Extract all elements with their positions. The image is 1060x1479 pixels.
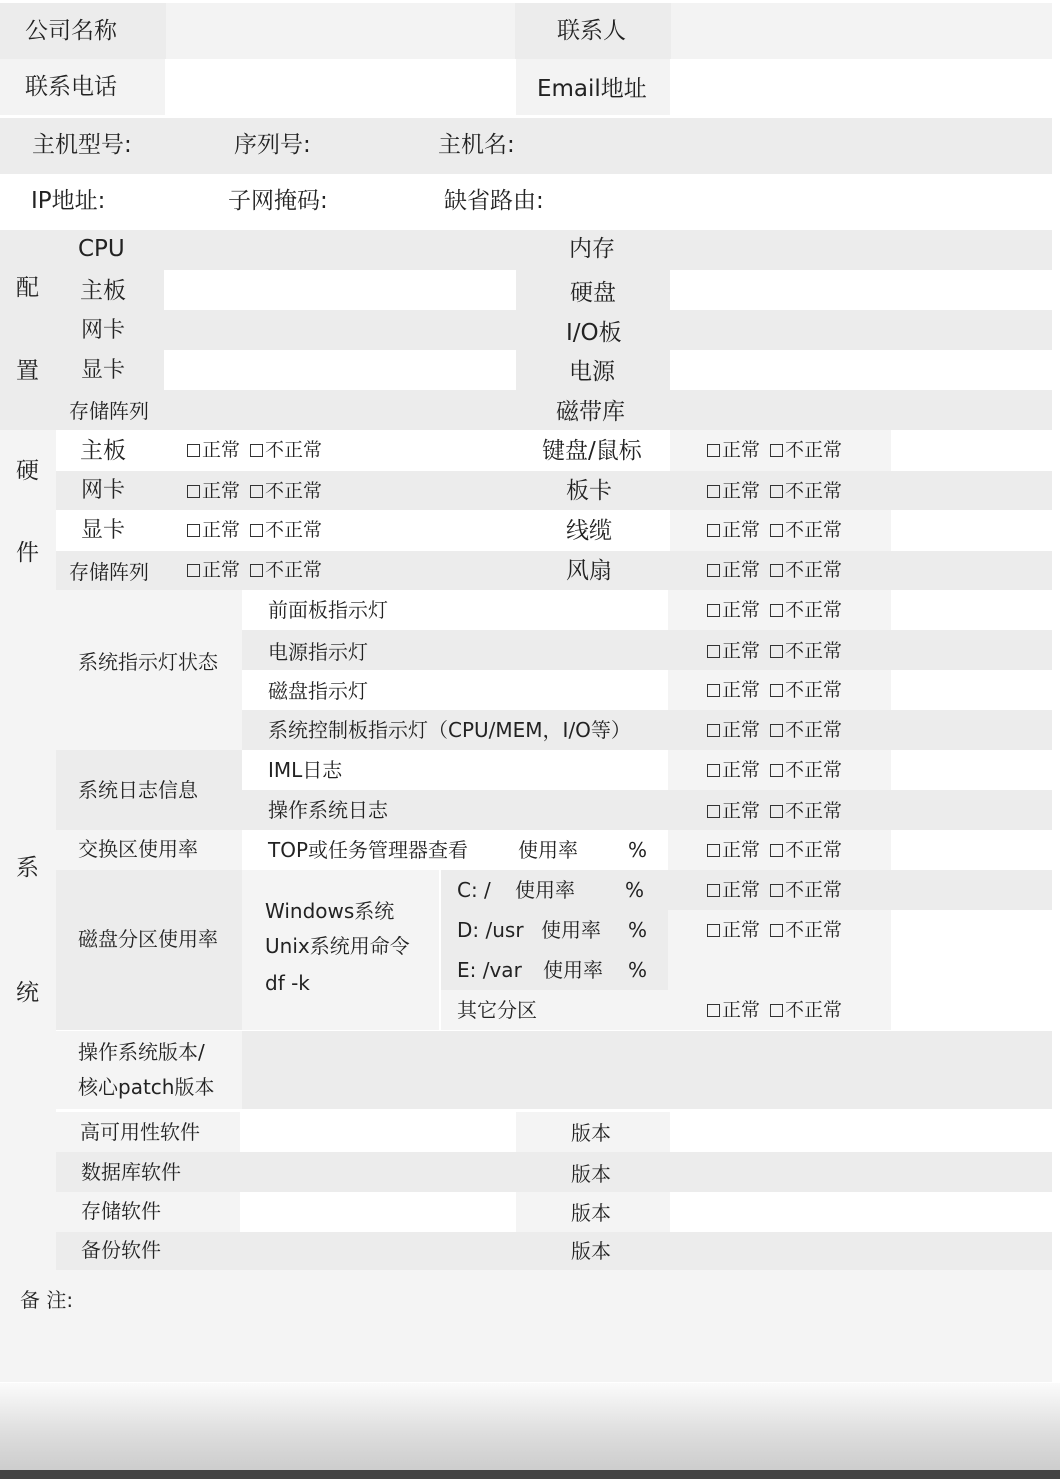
normal-label: 正常: [722, 480, 761, 502]
status-option-pair[interactable]: [707, 521, 842, 540]
host-row-1-bg: [0, 118, 1052, 174]
config-power-label: 电源: [569, 359, 615, 385]
other-partition-label: 其它分区: [457, 998, 537, 1022]
disk-cmd-line: Windows系统: [265, 899, 395, 923]
abnormal-label: 不正常: [265, 559, 323, 581]
checkbox-abnormal[interactable]: [770, 485, 783, 498]
checkbox-abnormal[interactable]: [770, 684, 783, 697]
config-cpu-label: CPU: [78, 236, 125, 262]
abnormal-label: 不正常: [785, 879, 843, 901]
disk-cmd-line: Unix系统用命令: [265, 934, 410, 958]
version-label: 版本: [571, 1201, 611, 1225]
version-label: 版本: [571, 1121, 611, 1145]
abnormal-label: 不正常: [265, 439, 323, 461]
host-model-label: 主机型号:: [32, 132, 132, 158]
checkbox-abnormal[interactable]: [770, 645, 783, 658]
status-option-pair[interactable]: [707, 721, 842, 740]
hw-right-item: 键盘/鼠标: [542, 438, 642, 464]
abnormal-label: 不正常: [785, 519, 843, 541]
checkbox-normal[interactable]: [707, 805, 720, 818]
software-label: 数据库软件: [81, 1160, 181, 1184]
config-io-board-label: I/O板: [566, 320, 622, 346]
log-item: 操作系统日志: [268, 798, 388, 822]
normal-label: 正常: [202, 439, 241, 461]
hw-left-item: 主板: [80, 438, 126, 464]
abnormal-label: 不正常: [785, 999, 843, 1021]
checkbox-abnormal[interactable]: [770, 524, 783, 537]
phone-label: 联系电话: [25, 74, 117, 100]
abnormal-label: 不正常: [785, 919, 843, 941]
status-option-pair[interactable]: [707, 441, 842, 460]
subnet-mask-label: 子网掩码:: [228, 188, 328, 214]
abnormal-label: 不正常: [265, 480, 323, 502]
normal-label: 正常: [722, 439, 761, 461]
normal-label: 正常: [202, 559, 241, 581]
ip-address-label: IP地址:: [31, 188, 106, 214]
status-option-pair[interactable]: [707, 802, 842, 821]
os-version-label-line-2: 核心patch版本: [78, 1075, 215, 1099]
status-option-pair[interactable]: [707, 482, 842, 501]
checkbox-normal[interactable]: [187, 485, 200, 498]
indicator-item: 磁盘指示灯: [268, 679, 368, 703]
config-harddisk-label: 硬盘: [570, 280, 616, 306]
checkbox-normal[interactable]: [707, 764, 720, 777]
checkbox-abnormal[interactable]: [770, 604, 783, 617]
checkbox-abnormal[interactable]: [770, 564, 783, 577]
abnormal-label: 不正常: [785, 599, 843, 621]
partition-usage-label: 使用率: [541, 918, 601, 942]
abnormal-label: 不正常: [785, 559, 843, 581]
remarks-label: 备 注:: [20, 1288, 74, 1312]
hw-left-item: 网卡: [81, 478, 126, 503]
partition-name: E: /var: [457, 958, 522, 982]
sys-section-char-2: 统: [16, 980, 39, 1006]
abnormal-label: 不正常: [785, 759, 843, 781]
config-storage-array-label: 存储阵列: [69, 399, 149, 423]
normal-label: 正常: [202, 519, 241, 541]
status-option-pair[interactable]: [707, 1001, 842, 1020]
company-label: 公司名称: [25, 18, 117, 44]
checkbox-normal[interactable]: [707, 1004, 720, 1017]
checkbox-normal[interactable]: [707, 485, 720, 498]
checkbox-normal[interactable]: [187, 524, 200, 537]
abnormal-label: 不正常: [785, 839, 843, 861]
status-option-pair[interactable]: [187, 561, 322, 580]
normal-label: 正常: [722, 999, 761, 1021]
checkbox-normal[interactable]: [707, 645, 720, 658]
abnormal-label: 不正常: [785, 800, 843, 822]
company-value-field[interactable]: [166, 3, 515, 59]
checkbox-abnormal[interactable]: [770, 924, 783, 937]
indicator-group-label: 系统指示灯状态: [78, 650, 218, 674]
contact-person-value-field[interactable]: [671, 3, 1052, 59]
log-group-label: 系统日志信息: [78, 778, 198, 802]
status-option-pair[interactable]: [707, 601, 842, 620]
status-option-pair[interactable]: [707, 841, 842, 860]
swap-label: 交换区使用率: [78, 837, 198, 861]
checkbox-abnormal[interactable]: [250, 564, 263, 577]
status-option-pair[interactable]: [707, 761, 842, 780]
serial-number-label: 序列号:: [234, 132, 311, 158]
software-name-field[interactable]: [240, 1152, 516, 1192]
status-option-pair[interactable]: [707, 561, 842, 580]
phone-value-field[interactable]: [166, 59, 515, 115]
status-option-pair[interactable]: [707, 681, 842, 700]
status-option-pair[interactable]: [187, 482, 322, 501]
checkbox-abnormal[interactable]: [250, 524, 263, 537]
status-option-pair[interactable]: [707, 881, 842, 900]
config-memory-label: 内存: [569, 236, 615, 262]
version-label: 版本: [571, 1162, 611, 1186]
contact-person-label: 联系人: [557, 18, 626, 44]
sys-section-char-1: 系: [16, 855, 39, 881]
hw-left-item: 存储阵列: [69, 560, 149, 584]
checkbox-normal[interactable]: [707, 604, 720, 617]
swap-usage-label: 使用率: [518, 838, 578, 862]
abnormal-label: 不正常: [785, 480, 843, 502]
normal-label: 正常: [722, 919, 761, 941]
software-label: 存储软件: [81, 1199, 161, 1223]
software-name-field[interactable]: [240, 1192, 516, 1232]
sys-section-bg: [0, 590, 56, 1270]
partition-percent: %: [628, 918, 648, 942]
normal-label: 正常: [722, 800, 761, 822]
normal-label: 正常: [722, 679, 761, 701]
config-section-char-2: 置: [16, 358, 39, 384]
software-name-field[interactable]: [240, 1112, 516, 1152]
hw-section-char-1: 硬: [16, 458, 39, 484]
checkbox-abnormal[interactable]: [770, 444, 783, 457]
page-bottom-bar: [0, 1470, 1060, 1479]
status-option-pair[interactable]: [187, 441, 322, 460]
partition-name: D: /usr: [457, 918, 524, 942]
checkbox-abnormal[interactable]: [770, 764, 783, 777]
checkbox-abnormal[interactable]: [250, 444, 263, 457]
checkbox-abnormal[interactable]: [770, 805, 783, 818]
checkbox-normal[interactable]: [187, 564, 200, 577]
status-option-pair[interactable]: [707, 642, 842, 661]
os-version-label-line-1: 操作系统版本/: [78, 1040, 205, 1064]
normal-label: 正常: [722, 839, 761, 861]
log-item: IML日志: [268, 758, 343, 782]
partition-usage-label: 使用率: [543, 958, 603, 982]
abnormal-label: 不正常: [785, 679, 843, 701]
indicator-item: 系统控制板指示灯（CPU/MEM，I/O等）: [268, 718, 631, 742]
checkbox-normal[interactable]: [707, 844, 720, 857]
abnormal-label: 不正常: [785, 640, 843, 662]
software-label: 备份软件: [81, 1238, 161, 1262]
hw-right-item: 风扇: [566, 558, 612, 584]
version-value-field[interactable]: [670, 1232, 1052, 1270]
config-nic-label: 网卡: [81, 318, 126, 343]
version-value-field[interactable]: [670, 1152, 1052, 1192]
config-mainboard-label: 主板: [80, 278, 126, 304]
status-option-pair[interactable]: [707, 921, 842, 940]
swap-percent: %: [628, 838, 648, 862]
normal-label: 正常: [722, 599, 761, 621]
hostname-label: 主机名:: [438, 132, 515, 158]
swap-check-method: TOP或任务管理器查看: [268, 838, 469, 862]
abnormal-label: 不正常: [785, 439, 843, 461]
indicator-item: 前面板指示灯: [268, 598, 388, 622]
remarks-field[interactable]: [0, 1270, 1052, 1382]
normal-label: 正常: [722, 559, 761, 581]
checkbox-abnormal[interactable]: [770, 1004, 783, 1017]
version-value-field[interactable]: [670, 1192, 1052, 1232]
partition-percent: %: [625, 878, 645, 902]
partition-usage-label: 使用率: [515, 878, 575, 902]
indicator-item: 电源指示灯: [268, 640, 368, 664]
os-version-value-field[interactable]: [242, 1031, 1052, 1109]
checkbox-normal[interactable]: [707, 684, 720, 697]
checkbox-normal[interactable]: [707, 444, 720, 457]
config-graphics-label: 显卡: [81, 358, 126, 383]
checkbox-normal[interactable]: [707, 924, 720, 937]
normal-label: 正常: [722, 640, 761, 662]
normal-label: 正常: [722, 519, 761, 541]
checkbox-normal[interactable]: [707, 564, 720, 577]
email-value-field[interactable]: [671, 59, 1052, 115]
checkbox-normal[interactable]: [707, 724, 720, 737]
normal-label: 正常: [202, 480, 241, 502]
page-footer: [0, 1383, 1060, 1479]
checkbox-normal[interactable]: [707, 884, 720, 897]
checkbox-abnormal[interactable]: [250, 485, 263, 498]
config-section-bg: [0, 230, 56, 430]
config-section-char-1: 配: [16, 275, 39, 301]
hw-right-item: 板卡: [566, 478, 612, 504]
checkbox-normal[interactable]: [187, 444, 200, 457]
email-label: Email地址: [537, 76, 647, 102]
software-label: 高可用性软件: [80, 1120, 200, 1144]
software-name-field[interactable]: [240, 1232, 516, 1270]
checkbox-normal[interactable]: [707, 524, 720, 537]
checkbox-abnormal[interactable]: [770, 724, 783, 737]
hw-section-char-2: 件: [16, 540, 39, 566]
version-value-field[interactable]: [670, 1112, 1052, 1152]
disk-group-label: 磁盘分区使用率: [78, 927, 218, 951]
partition-name: C: /: [457, 878, 491, 902]
disk-cmd-line: df -k: [265, 971, 310, 995]
abnormal-label: 不正常: [785, 719, 843, 741]
normal-label: 正常: [722, 879, 761, 901]
hw-right-item: 线缆: [566, 518, 612, 544]
config-tape-library-label: 磁带库: [556, 399, 625, 425]
checkbox-abnormal[interactable]: [770, 884, 783, 897]
default-gateway-label: 缺省路由:: [444, 188, 544, 214]
partition-percent: %: [628, 958, 648, 982]
status-option-pair[interactable]: [187, 521, 322, 540]
checkbox-abnormal[interactable]: [770, 844, 783, 857]
hw-section-bg: [0, 430, 56, 590]
abnormal-label: 不正常: [265, 519, 323, 541]
normal-label: 正常: [722, 759, 761, 781]
version-label: 版本: [571, 1239, 611, 1263]
hw-left-item: 显卡: [81, 518, 126, 543]
normal-label: 正常: [722, 719, 761, 741]
